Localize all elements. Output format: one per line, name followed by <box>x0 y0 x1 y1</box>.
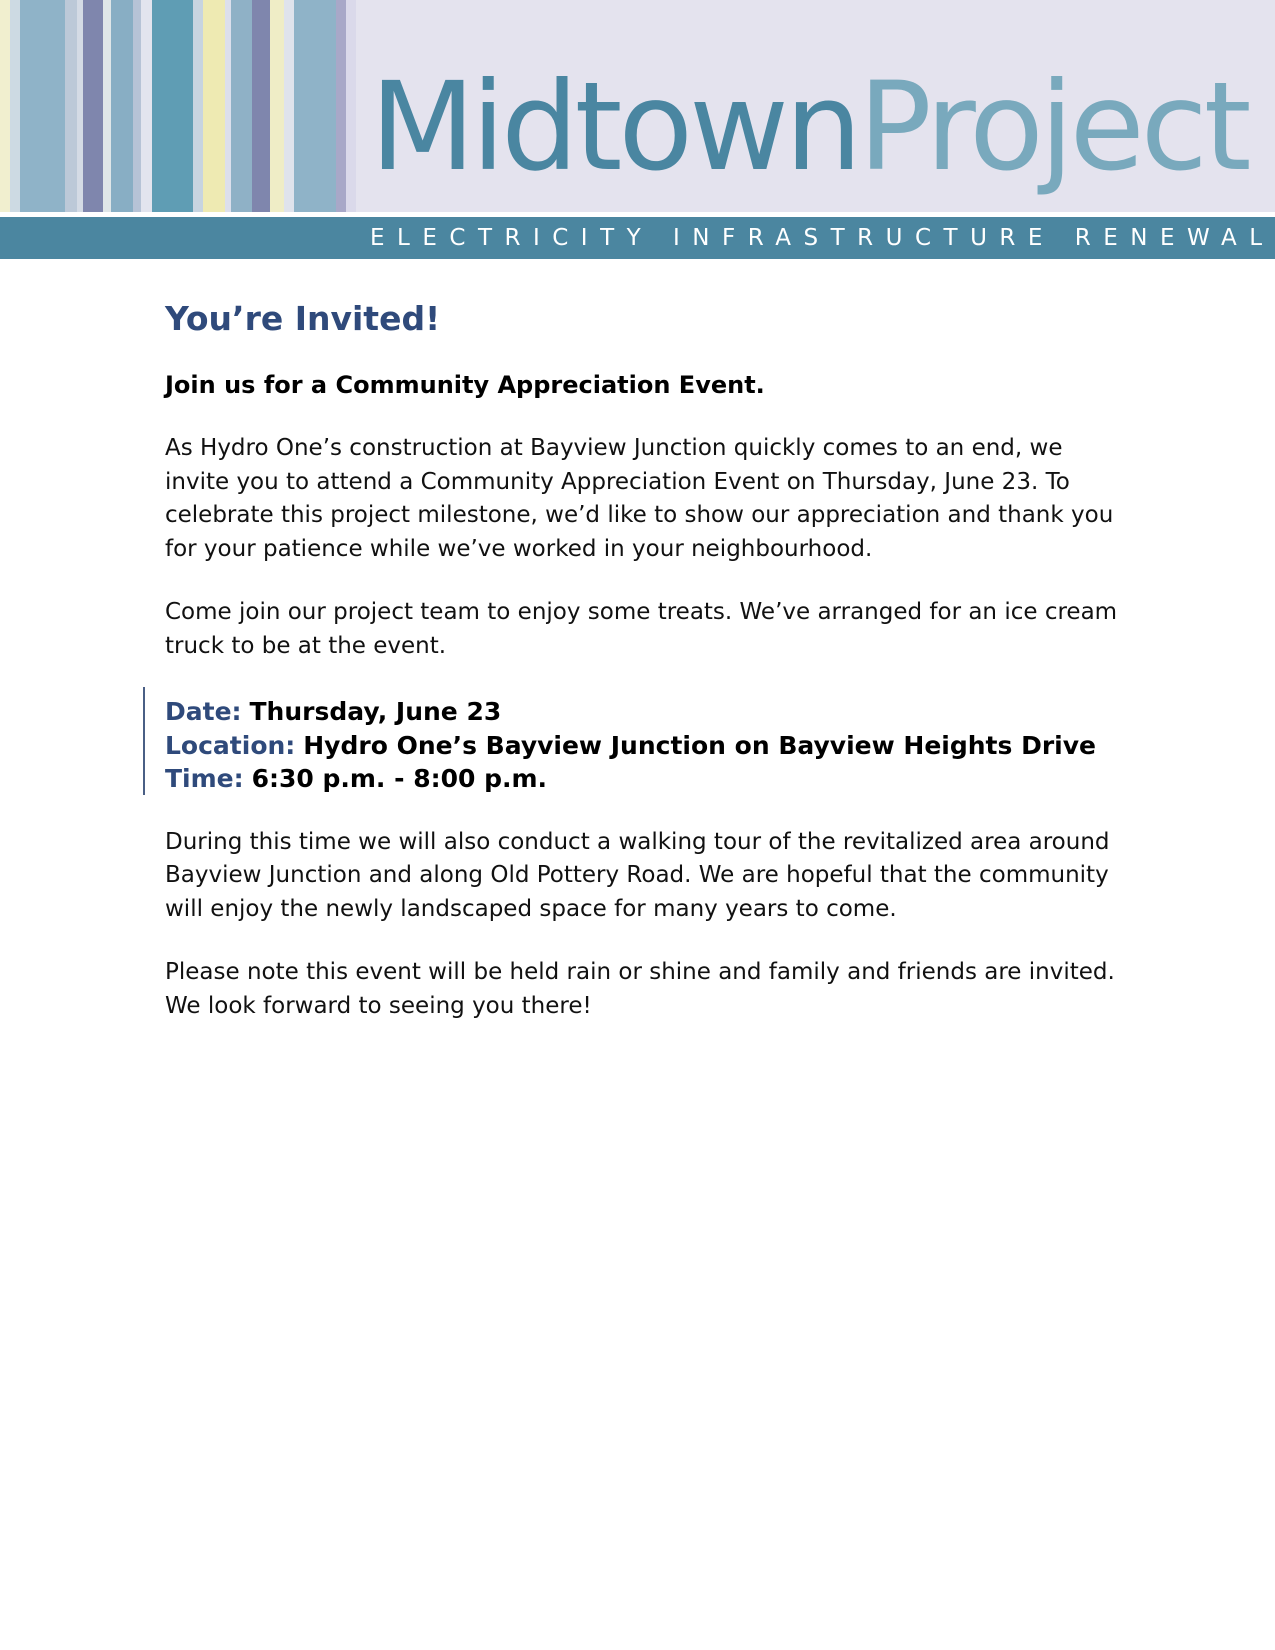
stripe <box>0 0 10 212</box>
stripe <box>203 0 225 212</box>
header-banner <box>0 0 1275 260</box>
event-details <box>165 695 1125 796</box>
logo-word-project: Project <box>858 56 1248 198</box>
details-vertical-rule <box>143 687 145 795</box>
stripe <box>111 0 133 212</box>
stripe <box>284 0 294 212</box>
paragraph-construction: As Hydro One’s construction at Bayview Junction quickly comes to an end, we invite you to attend a Community Appreciation Event on Thursday, June 23. To celebrate this project milestone, we’d like to show our appreciation and thank you for your patience while we’ve worked in your neighbourhood. <box>165 435 1114 562</box>
stripe <box>193 0 203 212</box>
stripe <box>133 0 141 212</box>
stripe <box>336 0 346 212</box>
stripe <box>152 0 193 212</box>
event-date <box>165 695 1125 729</box>
stripe <box>141 0 152 212</box>
stripe <box>346 0 356 212</box>
stripe <box>20 0 65 212</box>
stripe <box>252 0 270 212</box>
paragraph-treats: Come join our project team to enjoy some treats. We’ve arranged for an ice cream truck to be at the event. <box>165 599 1118 659</box>
logo-word-midtown: Midtown <box>370 56 859 198</box>
paragraph-closing: Please note this event will be held rain or shine and family and friends are invited. We look forward to seeing you there! <box>165 959 1115 1019</box>
stripe <box>10 0 20 212</box>
decorative-stripes <box>0 0 356 212</box>
location-label: Location: <box>165 730 296 760</box>
stripe <box>231 0 252 212</box>
page-title: You’re Invited! <box>165 299 441 338</box>
midtown-project-logo <box>370 52 1248 202</box>
paragraph-walking-tour: During this time we will also conduct a walking tour of the revitalized area around Bayview Junction and along Old Pottery Road. We are hopeful that the community will enjoy the newly landscaped space for many years to come. <box>165 828 1110 922</box>
stripe <box>103 0 111 212</box>
invitation-body <box>165 296 1125 1023</box>
stripe <box>83 0 103 212</box>
intro-heading: Join us for a Community Appreciation Event. <box>165 371 765 399</box>
stripe <box>65 0 77 212</box>
date-value: Thursday, June 23 <box>249 697 502 726</box>
date-label: Date: <box>165 697 242 726</box>
location-value: Hydro One’s Bayview Junction on Bayview Heights Drive <box>303 730 1096 760</box>
stripe <box>270 0 284 212</box>
time-label: Time: <box>165 764 244 793</box>
event-time <box>165 762 1125 796</box>
time-value: 6:30 p.m. - 8:00 p.m. <box>251 764 548 793</box>
stripe <box>294 0 336 212</box>
tagline: ELECTRICITY INFRASTRUCTURE RENEWAL <box>370 225 1275 251</box>
event-location <box>165 729 1125 763</box>
